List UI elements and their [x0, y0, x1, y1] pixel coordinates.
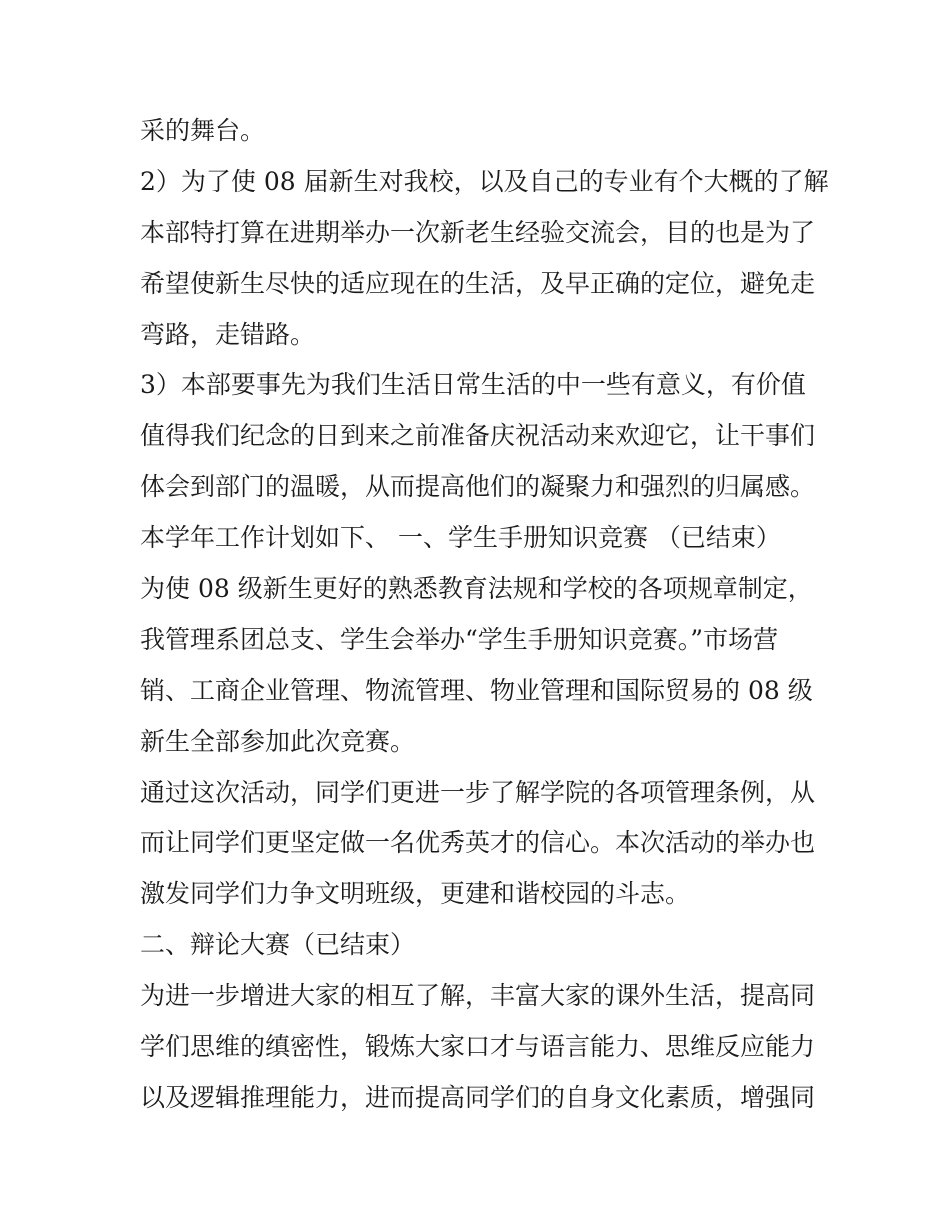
text-line: 采的舞台。 — [140, 116, 266, 145]
text-line: 弯路，走错路。 — [140, 319, 316, 349]
text-line: 值得我们纪念的日到来之前准备庆祝活动来欢迎它，让干事们 — [140, 421, 816, 451]
text-line: 以及逻辑推理能力，进而提高同学们的自身文化素质，增强同 — [140, 1082, 816, 1112]
text-line: 为使 08 级新生更好的熟悉教育法规和学校的各项规章制定， — [140, 574, 813, 604]
text-line: 二、辩论大赛（已结束） — [140, 930, 416, 960]
text-line: 本部特打算在进期举办一次新老生经验交流会，目的也是为了 — [140, 217, 816, 247]
text-line: 体会到部门的温暖，从而提高他们的凝聚力和强烈的归属感。 — [140, 472, 816, 502]
text-line: 为进一步增进大家的相互了解，丰富大家的课外生活，提高同 — [140, 981, 816, 1011]
text-line: 通过这次活动，同学们更进一步了解学院的各项管理条例，从 — [140, 777, 816, 807]
text-line: 我管理系团总支、学生会举办“学生手册知识竞赛。”市场营 — [140, 624, 779, 654]
text-line: 激发同学们力争文明班级，更建和谐校园的斗志。 — [140, 879, 691, 909]
text-line: 希望使新生尽快的适应现在的生活，及早正确的定位，避免走 — [140, 268, 816, 298]
text-line: 而让同学们更坚定做一名优秀英才的信心。本次活动的举办也 — [140, 828, 816, 858]
document-body — [140, 106, 829, 1124]
text-line: 学们思维的缜密性，锻炼大家口才与语言能力、思维反应能力 — [140, 1032, 816, 1062]
text-line: 本学年工作计划如下、 一、学生手册知识竞赛 （已结束） — [140, 523, 781, 553]
text-line: 3）本部要事先为我们生活日常生活的中一些有意义，有价值 — [140, 370, 806, 400]
text-line: 销、工商企业管理、物流管理、物业管理和国际贸易的 08 级 — [140, 675, 813, 705]
text-line: 新生全部参加此次竞赛。 — [140, 726, 416, 756]
text-line: 2）为了使 08 届新生对我校，以及自己的专业有个大概的了解 — [140, 166, 829, 196]
